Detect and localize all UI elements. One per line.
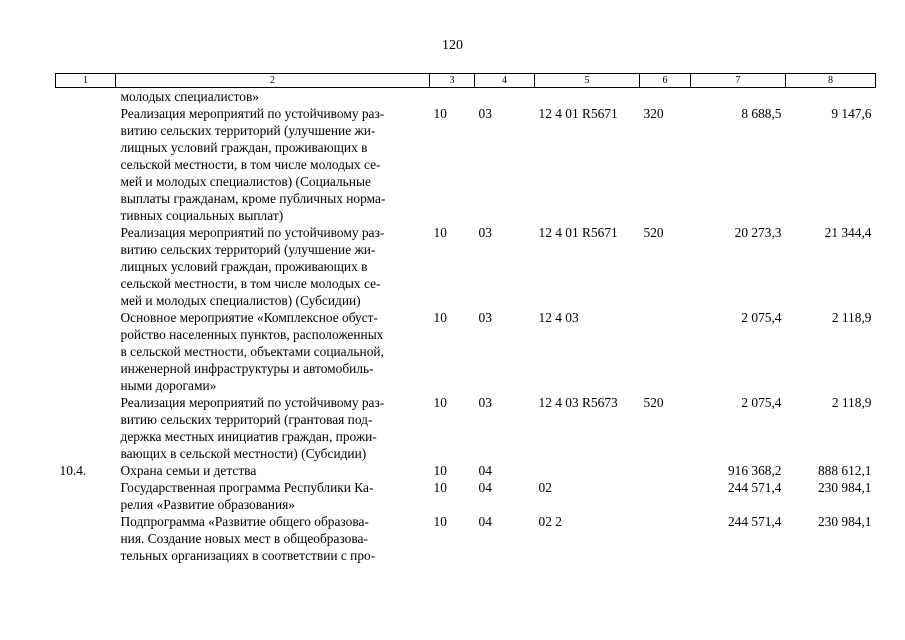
amount-year-2: 9 147,6 bbox=[831, 106, 872, 121]
table-row bbox=[56, 394, 876, 462]
row-name-line: Реализация мероприятий по устойчивому раз- bbox=[120, 225, 385, 240]
row-name-line: ными дорогами» bbox=[120, 378, 217, 393]
amount-year-2: 2 118,9 bbox=[831, 310, 872, 325]
column-header: 7 bbox=[691, 74, 786, 88]
table-row bbox=[56, 462, 876, 479]
row-name bbox=[116, 88, 430, 106]
amount-year-2: 230 984,1 bbox=[817, 514, 872, 529]
row-name-line: сельской местности, в том числе молодых се- bbox=[120, 276, 381, 291]
amount-year-1: 244 571,4 bbox=[727, 480, 782, 495]
row-name-line: Реализация мероприятий по устойчивому раз- bbox=[120, 106, 385, 121]
row-name-line: ройство населенных пунктов, расположенных bbox=[120, 327, 384, 342]
subsection-code bbox=[475, 88, 535, 106]
expense-type-code: 320 bbox=[643, 106, 664, 121]
table-row bbox=[56, 105, 876, 224]
amount-year-1: 916 368,2 bbox=[727, 463, 782, 478]
row-name-line: тивных социальных выплат) bbox=[120, 208, 284, 223]
subsection-code: 04 bbox=[478, 514, 492, 529]
table-row bbox=[56, 309, 876, 394]
row-name bbox=[116, 105, 430, 224]
section-code: 10 bbox=[433, 395, 447, 410]
amount-year-2: 2 118,9 bbox=[831, 395, 872, 410]
row-name-line: молодых специалистов» bbox=[120, 89, 259, 104]
row-name-line: Подпрограмма «Развитие общего образова- bbox=[120, 514, 369, 529]
expense-type-code bbox=[640, 309, 691, 394]
table-row bbox=[56, 88, 876, 106]
amount-year-2: 888 612,1 bbox=[817, 463, 872, 478]
row-name-line: Охрана семьи и детства bbox=[120, 463, 257, 478]
row-name bbox=[116, 309, 430, 394]
expense-type-code bbox=[640, 462, 691, 479]
amount-year-1: 2 075,4 bbox=[741, 395, 782, 410]
row-number bbox=[56, 309, 116, 394]
subsection-code: 04 bbox=[478, 463, 492, 478]
row-name-line: ния. Создание новых мест в общеобразова- bbox=[120, 531, 368, 546]
row-name-line: Государственная программа Республики Ка- bbox=[120, 480, 374, 495]
expense-type-code bbox=[640, 479, 691, 513]
column-header: 4 bbox=[475, 74, 535, 88]
section-code: 10 bbox=[433, 514, 447, 529]
expense-type-code bbox=[640, 88, 691, 106]
subsection-code: 03 bbox=[478, 395, 492, 410]
amount-year-2: 230 984,1 bbox=[817, 480, 872, 495]
target-article-code bbox=[535, 88, 640, 106]
row-name-line: держка местных инициатив граждан, прожи- bbox=[120, 429, 377, 444]
row-name bbox=[116, 513, 430, 564]
column-header: 5 bbox=[535, 74, 640, 88]
row-number bbox=[56, 88, 116, 106]
row-name-line: витию сельских территорий (грантовая под- bbox=[120, 412, 373, 427]
row-name bbox=[116, 224, 430, 309]
row-name-line: витию сельских территорий (улучшение жи- bbox=[120, 242, 376, 257]
row-number bbox=[56, 105, 116, 224]
table-row bbox=[56, 224, 876, 309]
target-article-code: 02 bbox=[538, 480, 552, 495]
target-article-code: 12 4 01 R5671 bbox=[538, 106, 618, 121]
section-code: 10 bbox=[433, 463, 447, 478]
row-number bbox=[56, 394, 116, 462]
row-name bbox=[116, 394, 430, 462]
subsection-code: 03 bbox=[478, 225, 492, 240]
expense-type-code: 520 bbox=[643, 395, 664, 410]
row-name bbox=[116, 462, 430, 479]
row-name-line: в сельской местности, объектами социальной, bbox=[120, 344, 384, 359]
column-header: 1 bbox=[56, 74, 116, 88]
subsection-code: 03 bbox=[478, 310, 492, 325]
row-name-line: вающих в сельской местности) (Субсидии) bbox=[120, 446, 367, 461]
column-number-header bbox=[56, 74, 876, 88]
amount-year-1: 244 571,4 bbox=[727, 514, 782, 529]
row-name-line: Основное мероприятие «Комплексное обуст- bbox=[120, 310, 378, 325]
row-number bbox=[56, 224, 116, 309]
row-number: 10.4. bbox=[59, 463, 87, 478]
row-name-line: мей и молодых специалистов) (Социальные bbox=[120, 174, 371, 189]
row-name-line: сельской местности, в том числе молодых се- bbox=[120, 157, 381, 172]
row-number bbox=[56, 479, 116, 513]
amount-year-2: 21 344,4 bbox=[824, 225, 872, 240]
column-header: 6 bbox=[640, 74, 691, 88]
column-header: 3 bbox=[430, 74, 475, 88]
row-name-line: инженерной инфраструктуры и автомобиль- bbox=[120, 361, 374, 376]
target-article-code: 12 4 03 R5673 bbox=[538, 395, 618, 410]
subsection-code: 04 bbox=[478, 480, 492, 495]
row-name-line: релия «Развитие образования» bbox=[120, 497, 295, 512]
section-code: 10 bbox=[433, 310, 447, 325]
target-article-code bbox=[535, 462, 640, 479]
subsection-code: 03 bbox=[478, 106, 492, 121]
row-name-line: выплаты гражданам, кроме публичных норма- bbox=[120, 191, 386, 206]
table-body bbox=[56, 88, 876, 565]
amount-year-1: 20 273,3 bbox=[734, 225, 782, 240]
section-code: 10 bbox=[433, 480, 447, 495]
budget-table bbox=[55, 73, 876, 564]
column-header: 8 bbox=[786, 74, 876, 88]
table-row bbox=[56, 479, 876, 513]
target-article-code: 12 4 03 bbox=[538, 310, 579, 325]
expense-type-code: 520 bbox=[643, 225, 664, 240]
row-name bbox=[116, 479, 430, 513]
section-code: 10 bbox=[433, 225, 447, 240]
amount-year-1: 8 688,5 bbox=[741, 106, 782, 121]
section-code: 10 bbox=[433, 106, 447, 121]
target-article-code: 12 4 01 R5671 bbox=[538, 225, 618, 240]
row-name-line: Реализация мероприятий по устойчивому раз- bbox=[120, 395, 385, 410]
amount-year-2 bbox=[786, 88, 876, 106]
amount-year-1 bbox=[691, 88, 786, 106]
target-article-code: 02 2 bbox=[538, 514, 562, 529]
row-name-line: лищных условий граждан, проживающих в bbox=[120, 140, 368, 155]
row-name-line: лищных условий граждан, проживающих в bbox=[120, 259, 368, 274]
row-number bbox=[56, 513, 116, 564]
table-row bbox=[56, 513, 876, 564]
expense-type-code bbox=[640, 513, 691, 564]
column-header: 2 bbox=[116, 74, 430, 88]
page-number: 120 bbox=[442, 38, 463, 53]
amount-year-1: 2 075,4 bbox=[741, 310, 782, 325]
row-name-line: витию сельских территорий (улучшение жи- bbox=[120, 123, 376, 138]
section-code bbox=[430, 88, 475, 106]
row-name-line: мей и молодых специалистов) (Субсидии) bbox=[120, 293, 361, 308]
row-name-line: тельных организациях в соответствии с про- bbox=[120, 548, 376, 563]
